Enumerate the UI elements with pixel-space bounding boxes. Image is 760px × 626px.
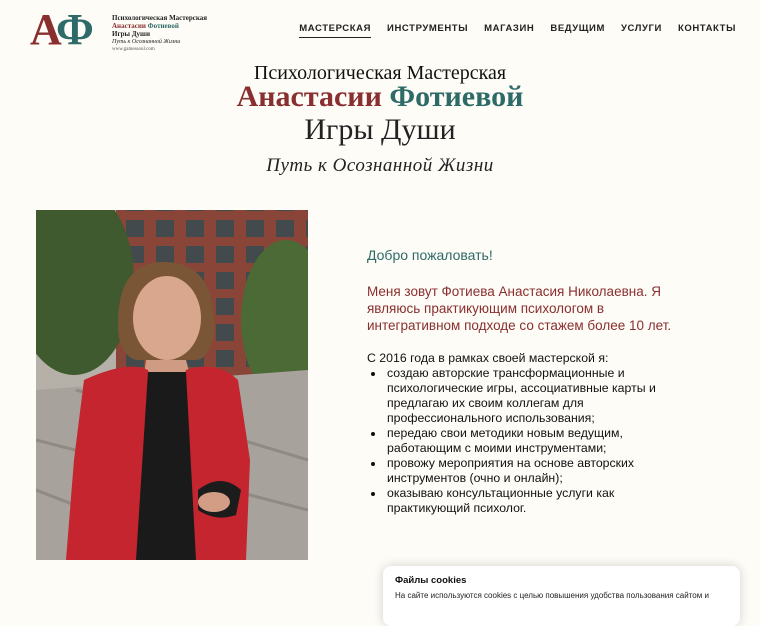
cookie-banner (383, 566, 740, 626)
logo-mark (30, 5, 91, 54)
list-item: • создаю авторские трансформационные и психологические игры, ассоциативные карты и предлагаю их своим коллегам для профессионального использования; (385, 366, 697, 426)
logo-letter-f: Ф (56, 5, 91, 54)
nav-item-shop[interactable]: МАГАЗИН (484, 23, 535, 34)
hero-title: Психологическая Мастерская (253, 62, 507, 84)
hero-name (0, 80, 760, 114)
logo-letter-a: А (30, 5, 57, 54)
list-item: • провожу мероприятия на основе авторских инструментов (очно и онлайн); (385, 456, 697, 486)
cookie-text: На сайте используются cookies с целью повышения удобства пользования сайтом и (395, 591, 709, 600)
main-nav (299, 23, 736, 38)
intro-text: Меня зовут Фотиева Анастасия Николаевна. Я являюсь практикующим психологом в интегративном подходе со стажем более 10 лет. (367, 284, 672, 333)
list-item: • оказываю консультационные услуги как практикующий психолог. (385, 486, 697, 516)
activities-list (367, 366, 697, 516)
logo-line4: Путь к Осознанной Жизни (112, 39, 181, 45)
logo-line1: Психологическая Мастерская (112, 14, 208, 22)
nav-item-workshop[interactable]: МАСТЕРСКАЯ (299, 23, 371, 38)
since-text: С 2016 года в рамках своей мастерской я: (367, 351, 609, 365)
welcome-heading: Добро пожаловать! (367, 247, 493, 263)
logo-line3: Игры Души (112, 30, 150, 38)
intro-section (367, 247, 697, 516)
logo-url: www.gamessoul.com (112, 47, 155, 52)
hero-surname: Фотиевой (389, 80, 524, 113)
hero-subtitle: Игры Души (304, 113, 456, 146)
hero-first-name: Анастасии (236, 80, 382, 113)
logo-name: Анастасии (112, 22, 146, 30)
logo-text (112, 14, 207, 54)
nav-item-tools[interactable]: ИНСТРУМЕНТЫ (387, 23, 469, 34)
site-logo[interactable] (30, 5, 208, 54)
cookie-title: Файлы cookies (395, 575, 467, 586)
nav-item-contacts[interactable]: КОНТАКТЫ (677, 23, 736, 34)
nav-item-services[interactable]: УСЛУГИ (621, 23, 662, 34)
list-item: • передаю свои методики новым ведущим, работающим с моими инструментами; (385, 426, 697, 456)
hero-tagline: Путь к Осознанной Жизни (266, 155, 494, 176)
portrait-photo (36, 210, 308, 560)
nav-item-hosts[interactable]: ВЕДУЩИМ (550, 23, 605, 34)
logo-surname: Фотиевой (147, 22, 179, 30)
